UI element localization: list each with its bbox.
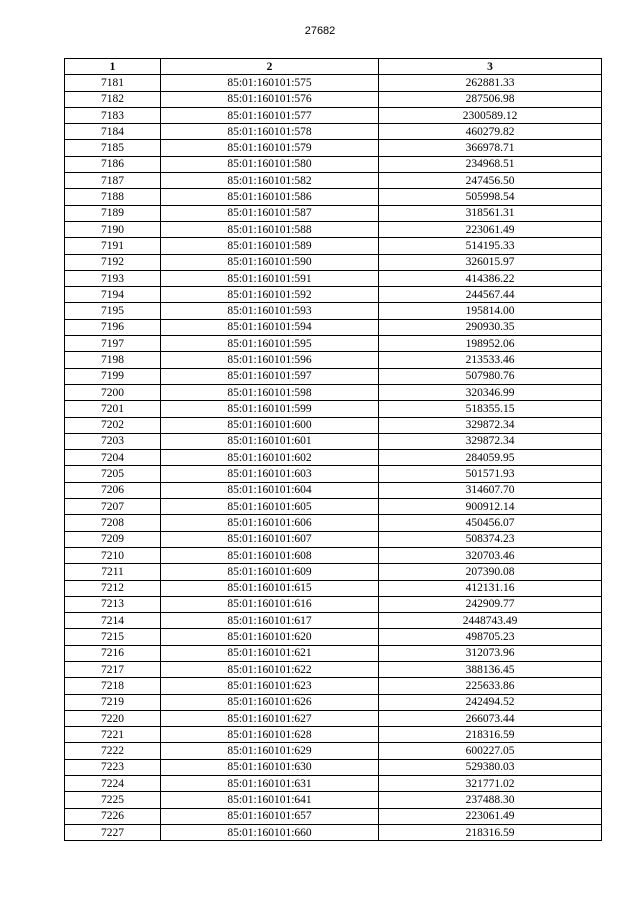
row-number-cell: 7217 — [65, 661, 161, 677]
row-number-cell: 7222 — [65, 743, 161, 759]
row-number-cell: 7219 — [65, 694, 161, 710]
table-row — [65, 482, 602, 498]
value-cell: 501571.93 — [379, 466, 602, 482]
row-number-cell: 7188 — [65, 189, 161, 205]
row-number-cell: 7200 — [65, 384, 161, 400]
table-row — [65, 319, 602, 335]
row-number-cell: 7209 — [65, 531, 161, 547]
table-row — [65, 140, 602, 156]
cadastral-number-cell: 85:01:160101:590 — [161, 254, 379, 270]
row-number-cell: 7216 — [65, 645, 161, 661]
cadastral-number-cell: 85:01:160101:578 — [161, 124, 379, 140]
cadastral-number-cell: 85:01:160101:597 — [161, 368, 379, 384]
cadastral-number-cell: 85:01:160101:606 — [161, 515, 379, 531]
table-row — [65, 743, 602, 759]
row-number-cell: 7184 — [65, 124, 161, 140]
table-row — [65, 466, 602, 482]
row-number-cell: 7194 — [65, 287, 161, 303]
table-row — [65, 629, 602, 645]
row-number-cell: 7215 — [65, 629, 161, 645]
row-number-cell: 7221 — [65, 727, 161, 743]
cadastral-number-cell: 85:01:160101:575 — [161, 75, 379, 91]
value-cell: 321771.02 — [379, 776, 602, 792]
table-row — [65, 710, 602, 726]
value-cell: 218316.59 — [379, 824, 602, 840]
cadastral-number-cell: 85:01:160101:660 — [161, 824, 379, 840]
row-number-cell: 7211 — [65, 564, 161, 580]
row-number-cell: 7206 — [65, 482, 161, 498]
row-number-cell: 7214 — [65, 613, 161, 629]
cadastral-number-cell: 85:01:160101:604 — [161, 482, 379, 498]
row-number-cell: 7225 — [65, 792, 161, 808]
table-row — [65, 596, 602, 612]
value-cell: 329872.34 — [379, 417, 602, 433]
row-number-cell: 7203 — [65, 433, 161, 449]
table-row — [65, 270, 602, 286]
table-row — [65, 205, 602, 221]
cadastral-number-cell: 85:01:160101:587 — [161, 205, 379, 221]
value-cell: 318561.31 — [379, 205, 602, 221]
cadastral-number-cell: 85:01:160101:593 — [161, 303, 379, 319]
table-row — [65, 352, 602, 368]
column-header-2: 2 — [161, 59, 379, 75]
table-row — [65, 580, 602, 596]
cadastral-number-cell: 85:01:160101:589 — [161, 238, 379, 254]
row-number-cell: 7227 — [65, 824, 161, 840]
cadastral-number-cell: 85:01:160101:586 — [161, 189, 379, 205]
row-number-cell: 7190 — [65, 221, 161, 237]
row-number-cell: 7226 — [65, 808, 161, 824]
value-cell: 518355.15 — [379, 401, 602, 417]
value-cell: 329872.34 — [379, 433, 602, 449]
value-cell: 2300589.12 — [379, 107, 602, 123]
cadastral-number-cell: 85:01:160101:602 — [161, 450, 379, 466]
value-cell: 498705.23 — [379, 629, 602, 645]
cadastral-number-cell: 85:01:160101:631 — [161, 776, 379, 792]
cadastral-number-cell: 85:01:160101:599 — [161, 401, 379, 417]
value-cell: 450456.07 — [379, 515, 602, 531]
value-cell: 225633.86 — [379, 678, 602, 694]
value-cell: 244567.44 — [379, 287, 602, 303]
table-row — [65, 401, 602, 417]
row-number-cell: 7199 — [65, 368, 161, 384]
table-body — [65, 75, 602, 841]
cadastral-number-cell: 85:01:160101:615 — [161, 580, 379, 596]
row-number-cell: 7210 — [65, 547, 161, 563]
value-cell: 195814.00 — [379, 303, 602, 319]
row-number-cell: 7201 — [65, 401, 161, 417]
table-row — [65, 727, 602, 743]
row-number-cell: 7186 — [65, 156, 161, 172]
cadastral-number-cell: 85:01:160101:580 — [161, 156, 379, 172]
row-number-cell: 7212 — [65, 580, 161, 596]
cadastral-number-cell: 85:01:160101:600 — [161, 417, 379, 433]
column-header-3: 3 — [379, 59, 602, 75]
value-cell: 460279.82 — [379, 124, 602, 140]
value-cell: 900912.14 — [379, 499, 602, 515]
value-cell: 320703.46 — [379, 547, 602, 563]
table-row — [65, 368, 602, 384]
cadastral-number-cell: 85:01:160101:609 — [161, 564, 379, 580]
cadastral-number-cell: 85:01:160101:630 — [161, 759, 379, 775]
table-row — [65, 776, 602, 792]
table-row — [65, 661, 602, 677]
table-row — [65, 515, 602, 531]
table-row — [65, 450, 602, 466]
value-cell: 529380.03 — [379, 759, 602, 775]
cadastral-number-cell: 85:01:160101:576 — [161, 91, 379, 107]
table-row — [65, 221, 602, 237]
table-row — [65, 417, 602, 433]
table-row — [65, 189, 602, 205]
table-row — [65, 547, 602, 563]
value-cell: 507980.76 — [379, 368, 602, 384]
row-number-cell: 7218 — [65, 678, 161, 694]
value-cell: 508374.23 — [379, 531, 602, 547]
row-number-cell: 7195 — [65, 303, 161, 319]
value-cell: 600227.05 — [379, 743, 602, 759]
row-number-cell: 7205 — [65, 466, 161, 482]
cadastral-number-cell: 85:01:160101:592 — [161, 287, 379, 303]
row-number-cell: 7213 — [65, 596, 161, 612]
value-cell: 284059.95 — [379, 450, 602, 466]
value-cell: 412131.16 — [379, 580, 602, 596]
row-number-cell: 7202 — [65, 417, 161, 433]
table-row — [65, 336, 602, 352]
value-cell: 223061.49 — [379, 808, 602, 824]
value-cell: 320346.99 — [379, 384, 602, 400]
table-row — [65, 107, 602, 123]
value-cell: 290930.35 — [379, 319, 602, 335]
cadastral-number-cell: 85:01:160101:657 — [161, 808, 379, 824]
table-row — [65, 238, 602, 254]
value-cell: 242494.52 — [379, 694, 602, 710]
value-cell: 312073.96 — [379, 645, 602, 661]
cadastral-number-cell: 85:01:160101:641 — [161, 792, 379, 808]
cadastral-number-cell: 85:01:160101:607 — [161, 531, 379, 547]
row-number-cell: 7193 — [65, 270, 161, 286]
row-number-cell: 7197 — [65, 336, 161, 352]
cadastral-number-cell: 85:01:160101:620 — [161, 629, 379, 645]
table-row — [65, 824, 602, 840]
table-row — [65, 808, 602, 824]
cadastral-number-cell: 85:01:160101:608 — [161, 547, 379, 563]
value-cell: 314607.70 — [379, 482, 602, 498]
table-row — [65, 499, 602, 515]
value-cell: 234968.51 — [379, 156, 602, 172]
table-row — [65, 613, 602, 629]
table-row — [65, 75, 602, 91]
value-cell: 247456.50 — [379, 173, 602, 189]
value-cell: 414386.22 — [379, 270, 602, 286]
table-row — [65, 124, 602, 140]
cadastral-number-cell: 85:01:160101:605 — [161, 499, 379, 515]
row-number-cell: 7183 — [65, 107, 161, 123]
cadastral-number-cell: 85:01:160101:601 — [161, 433, 379, 449]
cadastral-number-cell: 85:01:160101:616 — [161, 596, 379, 612]
table-row — [65, 531, 602, 547]
table-row — [65, 759, 602, 775]
row-number-cell: 7223 — [65, 759, 161, 775]
value-cell: 266073.44 — [379, 710, 602, 726]
cadastral-number-cell: 85:01:160101:617 — [161, 613, 379, 629]
cadastral-number-cell: 85:01:160101:591 — [161, 270, 379, 286]
table-row — [65, 254, 602, 270]
cadastral-number-cell: 85:01:160101:603 — [161, 466, 379, 482]
cadastral-number-cell: 85:01:160101:627 — [161, 710, 379, 726]
cadastral-number-cell: 85:01:160101:579 — [161, 140, 379, 156]
value-cell: 326015.97 — [379, 254, 602, 270]
column-header-1: 1 — [65, 59, 161, 75]
cadastral-number-cell: 85:01:160101:629 — [161, 743, 379, 759]
value-cell: 505998.54 — [379, 189, 602, 205]
row-number-cell: 7220 — [65, 710, 161, 726]
cadastral-number-cell: 85:01:160101:596 — [161, 352, 379, 368]
cadastral-number-cell: 85:01:160101:598 — [161, 384, 379, 400]
table-row — [65, 91, 602, 107]
row-number-cell: 7189 — [65, 205, 161, 221]
value-cell: 237488.30 — [379, 792, 602, 808]
value-cell: 514195.33 — [379, 238, 602, 254]
cadastral-number-cell: 85:01:160101:595 — [161, 336, 379, 352]
row-number-cell: 7185 — [65, 140, 161, 156]
value-cell: 218316.59 — [379, 727, 602, 743]
value-cell: 262881.33 — [379, 75, 602, 91]
row-number-cell: 7208 — [65, 515, 161, 531]
row-number-cell: 7192 — [65, 254, 161, 270]
value-cell: 366978.71 — [379, 140, 602, 156]
table-row — [65, 564, 602, 580]
table-row — [65, 384, 602, 400]
cadastral-number-cell: 85:01:160101:621 — [161, 645, 379, 661]
cadastral-number-cell: 85:01:160101:623 — [161, 678, 379, 694]
value-cell: 242909.77 — [379, 596, 602, 612]
table-row — [65, 287, 602, 303]
table-row — [65, 792, 602, 808]
table-header-row — [65, 59, 602, 75]
row-number-cell: 7224 — [65, 776, 161, 792]
row-number-cell: 7187 — [65, 173, 161, 189]
table-row — [65, 694, 602, 710]
value-cell: 388136.45 — [379, 661, 602, 677]
row-number-cell: 7198 — [65, 352, 161, 368]
data-table — [64, 58, 602, 841]
row-number-cell: 7181 — [65, 75, 161, 91]
table-row — [65, 645, 602, 661]
table-row — [65, 303, 602, 319]
cadastral-number-cell: 85:01:160101:577 — [161, 107, 379, 123]
value-cell: 2448743.49 — [379, 613, 602, 629]
table-row — [65, 173, 602, 189]
value-cell: 207390.08 — [379, 564, 602, 580]
cadastral-number-cell: 85:01:160101:594 — [161, 319, 379, 335]
table-row — [65, 678, 602, 694]
table-row — [65, 156, 602, 172]
cadastral-number-cell: 85:01:160101:622 — [161, 661, 379, 677]
value-cell: 223061.49 — [379, 221, 602, 237]
page-number: 27682 — [304, 25, 336, 37]
table-row — [65, 433, 602, 449]
value-cell: 198952.06 — [379, 336, 602, 352]
value-cell: 213533.46 — [379, 352, 602, 368]
value-cell: 287506.98 — [379, 91, 602, 107]
row-number-cell: 7182 — [65, 91, 161, 107]
cadastral-number-cell: 85:01:160101:582 — [161, 173, 379, 189]
cadastral-number-cell: 85:01:160101:588 — [161, 221, 379, 237]
cadastral-number-cell: 85:01:160101:626 — [161, 694, 379, 710]
row-number-cell: 7196 — [65, 319, 161, 335]
row-number-cell: 7191 — [65, 238, 161, 254]
row-number-cell: 7204 — [65, 450, 161, 466]
cadastral-number-cell: 85:01:160101:628 — [161, 727, 379, 743]
row-number-cell: 7207 — [65, 499, 161, 515]
